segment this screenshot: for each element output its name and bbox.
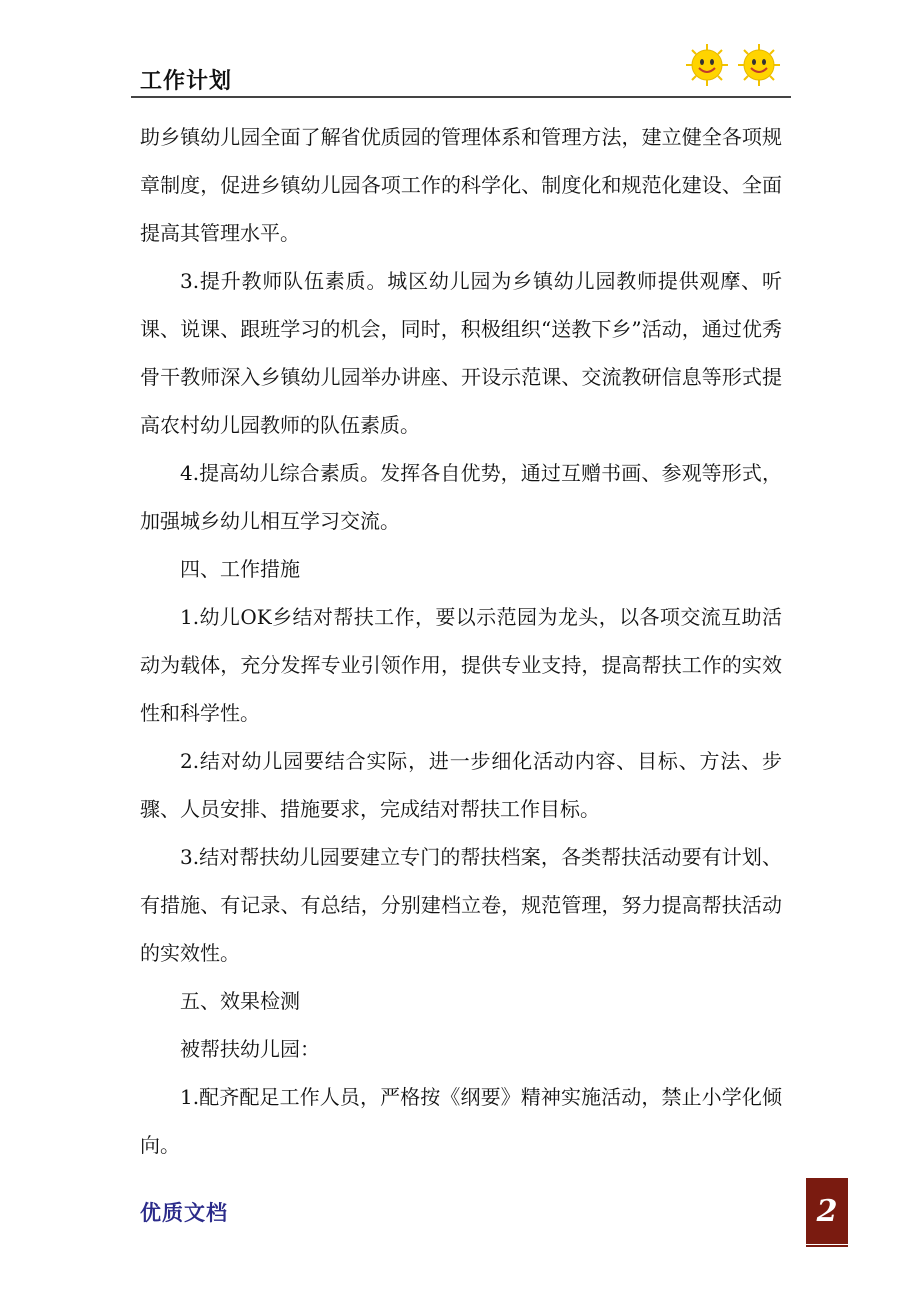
paragraph: 被帮扶幼儿园： (180, 1037, 320, 1061)
paragraph: 3.结对帮扶幼儿园要建立专门的帮扶档案，各类帮扶活动要有计划、有措施、有记录、有总结，分别建档立卷，规范管理，努力提高帮扶活动的实效性。 (140, 845, 782, 965)
header-divider (131, 96, 791, 98)
footer-label: 优质文档 (140, 1201, 228, 1225)
section-heading: 四、工作措施 (180, 557, 300, 581)
paragraph: 助乡镇幼儿园全面了解省优质园的管理体系和管理方法，建立健全各项规章制度，促进乡镇幼儿园各项工作的科学化、制度化和规范化建设、全面提高其管理水平。 (140, 125, 782, 245)
paragraph: 3.提升教师队伍素质。城区幼儿园为乡镇幼儿园教师提供观摩、听课、说课、跟班学习的机会，同时，积极组织“送教下乡”活动，通过优秀骨干教师深入乡镇幼儿园举办讲座、开设示范课、交流教研信息等形式提高农村幼儿园教师的队伍素质。 (140, 269, 782, 437)
smiley-sun-icon (686, 44, 728, 86)
page-number-badge: 2 (806, 1178, 848, 1248)
section-heading: 五、效果检测 (180, 989, 300, 1013)
header-title: 工作计划 (140, 69, 233, 94)
smiley-sun-icon (738, 44, 780, 86)
paragraph: 2.结对幼儿园要结合实际，进一步细化活动内容、目标、方法、步骤、人员安排、措施要求，完成结对帮扶工作目标。 (140, 749, 782, 821)
paragraph: 4.提高幼儿综合素质。发挥各自优势，通过互赠书画、参观等形式，加强城乡幼儿相互学习交流。 (140, 461, 782, 533)
paragraph: 1.配齐配足工作人员，严格按《纲要》精神实施活动，禁止小学化倾向。 (140, 1085, 782, 1157)
document-body (140, 113, 782, 1169)
paragraph: 1.幼儿OK乡结对帮扶工作，要以示范园为龙头，以各项交流互助活动为载体，充分发挥专业引领作用，提供专业支持，提高帮扶工作的实效性和科学性。 (140, 605, 782, 725)
